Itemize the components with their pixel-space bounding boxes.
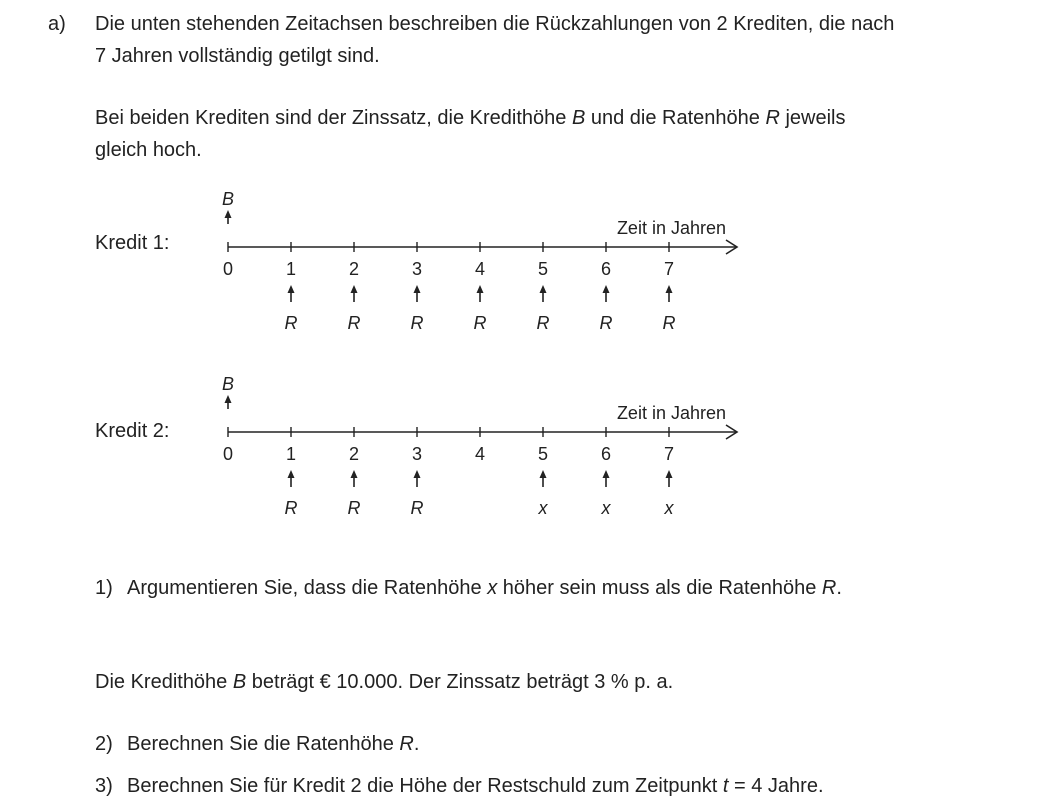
var-B: B [571, 107, 586, 129]
payment-label: R [473, 313, 487, 333]
payment-label: R [284, 498, 298, 518]
tick-label: 0 [222, 259, 234, 279]
payment-arrowhead [477, 285, 484, 293]
tick-label: 3 [411, 444, 423, 464]
payment-label: x [664, 498, 674, 518]
question-2-text [127, 728, 419, 760]
given-text: Die Kredithöhe [95, 671, 233, 693]
payment-label: x [601, 498, 611, 518]
kredit-2-label: Kredit 2: [95, 420, 170, 442]
timeline-kredit-1 [222, 189, 737, 333]
intro-line-1: Die unten stehenden Zeitachsen beschreiben die Rückzahlungen von 2 Krediten, die nach [95, 13, 895, 35]
question-text: . [836, 577, 842, 599]
var-x: x [487, 577, 498, 599]
tick-label: 4 [474, 259, 486, 279]
start-arrowhead [225, 210, 232, 218]
payment-arrowhead [666, 470, 673, 478]
given-text: beträgt € 10.000. Der Zinssatz beträgt 3 % p. a. [246, 671, 674, 693]
timeline-kredit-2 [222, 374, 737, 518]
payment-arrowhead [603, 285, 610, 293]
question-text: Argumentieren Sie, dass die Ratenhöhe [127, 577, 488, 599]
question-text: höher sein muss als die Ratenhöhe [497, 577, 822, 599]
start-label-B: B [221, 189, 235, 209]
tick-label: 2 [348, 259, 360, 279]
payment-arrowhead [540, 285, 547, 293]
condition-text: Bei beiden Krediten sind der Zinssatz, die Kredithöhe [95, 107, 572, 129]
tick-label: 7 [663, 259, 675, 279]
payment-label: R [662, 313, 676, 333]
question-3-number: 3) [95, 775, 113, 797]
payment-arrowhead [666, 285, 673, 293]
payment-label: x [538, 498, 548, 518]
payment-label: R [410, 313, 424, 333]
tick-label: 3 [411, 259, 423, 279]
payment-arrowhead [603, 470, 610, 478]
tick-label: 6 [600, 259, 612, 279]
var-t: t [722, 775, 729, 797]
payment-arrowhead [414, 470, 421, 478]
start-arrowhead [225, 395, 232, 403]
payment-label: R [284, 313, 298, 333]
start-label-B: B [221, 374, 235, 394]
kredit-1-label: Kredit 1: [95, 232, 170, 254]
tick-label: 5 [537, 444, 549, 464]
var-R: R [399, 733, 414, 755]
question-2-number: 2) [95, 733, 113, 755]
tick-label: 5 [537, 259, 549, 279]
condition-line-2: gleich hoch. [95, 139, 202, 161]
payment-arrowhead [540, 470, 547, 478]
payment-arrowhead [288, 285, 295, 293]
question-text: = 4 Jahre. [728, 775, 824, 797]
question-text: Berechnen Sie für Kredit 2 die Höhe der Restschuld zum Zeitpunkt [127, 775, 723, 797]
var-R: R [821, 577, 837, 599]
payment-arrowhead [288, 470, 295, 478]
task-label: a) [48, 13, 66, 35]
question-text: . [413, 733, 420, 755]
axis-label: Zeit in Jahren [616, 403, 726, 423]
tick-label: 0 [222, 444, 234, 464]
tick-label: 7 [663, 444, 675, 464]
payment-label: R [347, 313, 361, 333]
payment-label: R [599, 313, 613, 333]
var-B: B [232, 671, 247, 693]
condition-text: und die Ratenhöhe [585, 107, 766, 129]
question-3-text [127, 770, 824, 802]
question-1-number: 1) [95, 577, 113, 599]
condition-text: jeweils [779, 107, 846, 129]
axis-label: Zeit in Jahren [616, 218, 726, 238]
tick-label: 2 [348, 444, 360, 464]
tick-label: 1 [285, 444, 297, 464]
var-R: R [765, 107, 780, 129]
intro-line-2: 7 Jahren vollständig getilgt sind. [95, 45, 380, 67]
tick-label: 1 [285, 259, 297, 279]
payment-label: R [347, 498, 361, 518]
payment-label: R [410, 498, 424, 518]
given-values [95, 666, 673, 698]
payment-arrowhead [351, 470, 358, 478]
payment-label: R [536, 313, 550, 333]
payment-arrowhead [414, 285, 421, 293]
tick-label: 4 [474, 444, 486, 464]
question-text: Berechnen Sie die Ratenhöhe [127, 733, 400, 755]
payment-arrowhead [351, 285, 358, 293]
tick-label: 6 [600, 444, 612, 464]
question-1-text [127, 572, 842, 604]
